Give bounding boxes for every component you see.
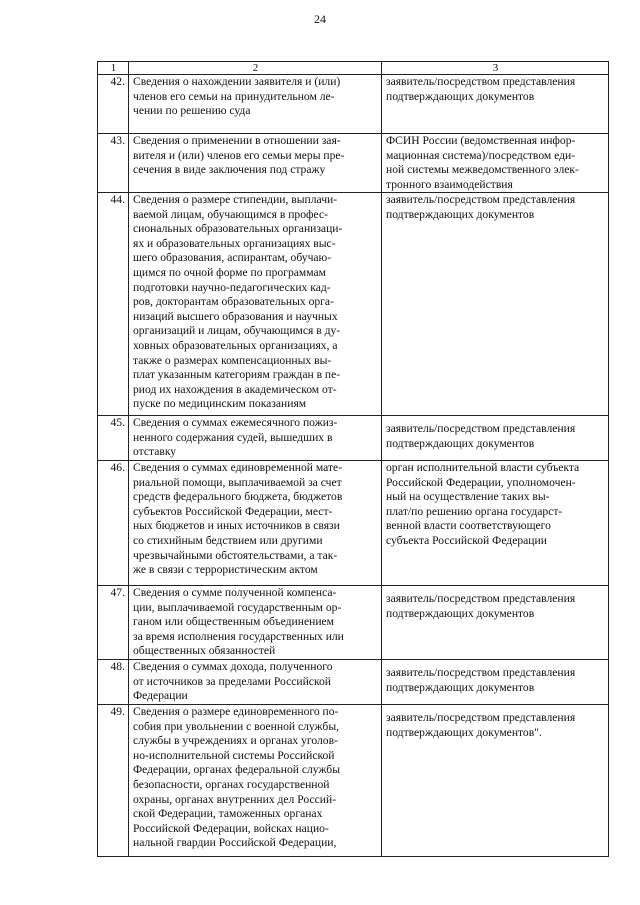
row-source (382, 416, 609, 461)
row-source-text: заявитель/посредством представления подтверждающих документов (386, 666, 576, 694)
row-number: 49. (98, 705, 129, 857)
row-source (382, 586, 609, 660)
header-col-1: 1 (98, 62, 129, 75)
row-source-text: заявитель/посредством представления подтверждающих документов (386, 422, 576, 450)
row-description-text: Сведения о размере стипендии, выплачи- ваемой лицам, обучающимся в профес- сиональных образовательных организаци- ях и образовательных организациях выс- шего образования, аспирантам, обучаю- щимся по очной форме по программам подготовки научно-педагогических кад- ров, докторантам образовательных орга- низаций высшего образования и научных организаций и лицам, обучающимся в ду- ховных образовательных организациях, а также о размерах компенсационных вы- плат указанным категориям граждан в пе- риод их нахождения в академическом от- пуске по медицинским показаниям (133, 193, 343, 411)
row-source-text: заявитель/посредством представления подтверждающих документов". (386, 711, 576, 739)
row-description (129, 461, 382, 586)
row-source-text: заявитель/посредством представления подтверждающих документов (386, 193, 576, 221)
row-number: 46. (98, 461, 129, 586)
row-description-text: Сведения о нахождении заявителя и (или) членов его семьи на принудительном ле- чении по решению суда (133, 75, 341, 118)
row-description (129, 705, 382, 857)
table-header-row (98, 62, 609, 75)
table-row (98, 75, 609, 134)
row-source-text: ФСИН России (ведомственная инфор- мационная система)/посредством еди- ной системы межведомственного элек- тронного взаимодействия (386, 134, 579, 191)
row-description-text: Сведения о сумме полученной компенса- ции, выплачиваемой государственным ор- ганом или общественным объединением за время исполнения государственных или общественных обязанностей (133, 586, 344, 658)
row-source (382, 461, 609, 586)
row-source (382, 193, 609, 416)
row-description (129, 134, 382, 193)
row-number: 45. (98, 416, 129, 461)
row-source-text: орган исполнительной власти субъекта Российской Федерации, уполномочен- ный на осуществление таких вы- плат/по решению органа государст- венной власти соответствующего субъекта Российской Федерации (386, 461, 580, 547)
row-description-text: Сведения о суммах дохода, полученного от источников за пределами Российской Федерации (133, 660, 333, 703)
row-number: 47. (98, 586, 129, 660)
row-source (382, 705, 609, 857)
row-description-text: Сведения о применении в отношении зая- вителя и (или) членов его семьи меры пре- сечения в виде заключения под стражу (133, 134, 345, 177)
table-row (98, 416, 609, 461)
row-description-text: Сведения о суммах ежемесячного пожиз- ненного содержания судей, вышедших в отставку (133, 416, 338, 459)
row-description (129, 416, 382, 461)
header-col-2: 2 (129, 62, 382, 75)
row-description (129, 586, 382, 660)
data-table (97, 61, 609, 857)
row-source (382, 134, 609, 193)
page-number: 24 (314, 12, 326, 26)
row-number: 43. (98, 134, 129, 193)
row-description-text: Сведения о размере единовременного по- собия при увольнении с военной службы, службы в учреждениях и органах уголов- но-исполнительной системы Российской Федерации, органах федеральной службы безопасности, органах государственной охраны, органах внутренних дел Россий- ской Федерации, таможенных органах Российской Федерации, войсках нацио- нальной гвардии Российской Федерации, (133, 705, 340, 850)
header-col-3: 3 (382, 62, 609, 75)
row-number: 44. (98, 193, 129, 416)
row-number: 42. (98, 75, 129, 134)
row-number: 48. (98, 660, 129, 705)
row-source (382, 660, 609, 705)
table-row (98, 134, 609, 193)
table-row (98, 660, 609, 705)
row-description (129, 193, 382, 416)
row-description-text: Сведения о суммах единовременной мате- риальной помощи, выплачиваемой за счет средств федерального бюджета, бюджетов субъектов Российской Федерации, мест- ных бюджетов и иных источников в связи со стихийным бедствием или другими чрезвычайными обстоятельствами, а так- же в связи с террористическим актом (133, 461, 343, 577)
row-source-text: заявитель/посредством представления подтверждающих документов (386, 592, 576, 620)
table-row (98, 461, 609, 586)
table-row (98, 705, 609, 857)
row-source-text: заявитель/посредством представления подтверждающих документов (386, 75, 576, 103)
row-description (129, 660, 382, 705)
row-source (382, 75, 609, 134)
row-description (129, 75, 382, 134)
table-row (98, 193, 609, 416)
table-row (98, 586, 609, 660)
